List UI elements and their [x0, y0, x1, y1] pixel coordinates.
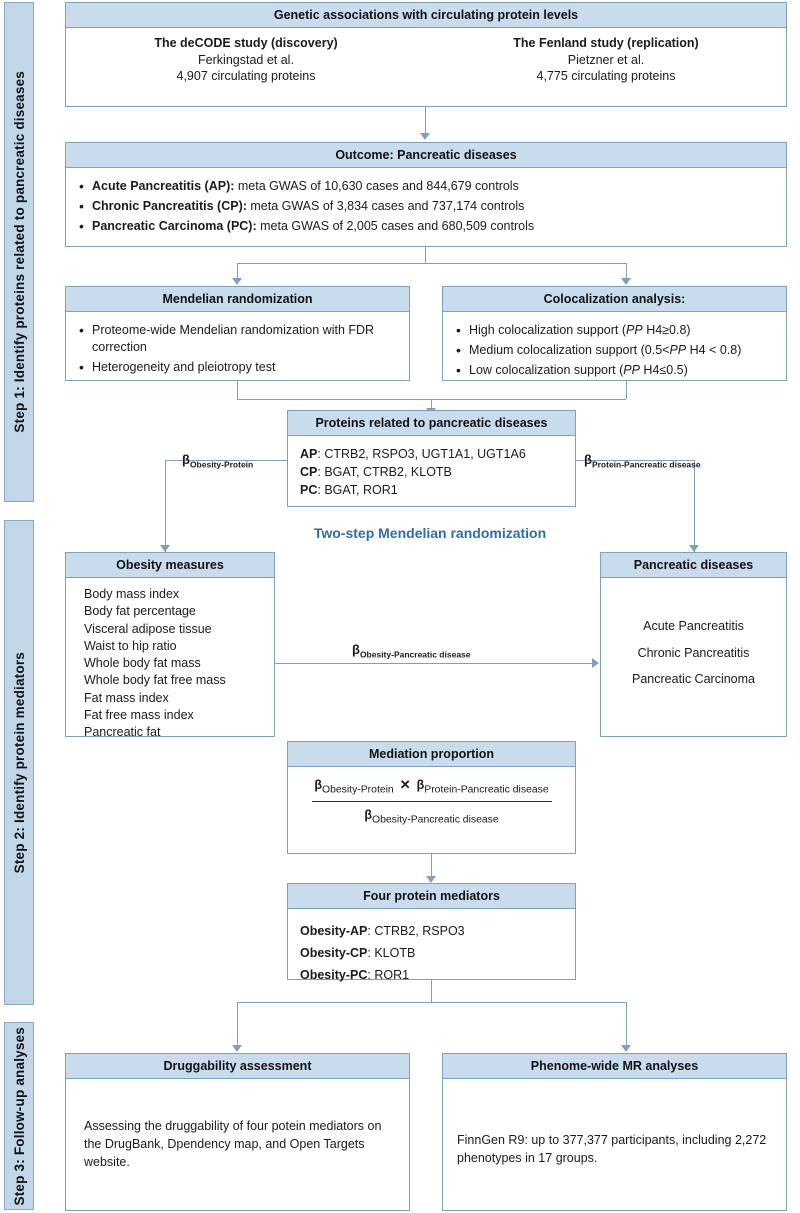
outcome-item-pc-text: meta GWAS of 2,005 cases and 680,509 controls — [256, 218, 535, 233]
obesity-item-0: Body mass index — [84, 587, 180, 601]
mediation-den-symbol: β — [364, 807, 372, 822]
druggability-box — [65, 1053, 410, 1211]
connector-obesity-disease — [275, 663, 593, 664]
connector-genetic-outcome — [425, 107, 426, 135]
obesity-item-8: Pancreatic fat — [84, 725, 161, 739]
connector-mediators-stem — [431, 980, 432, 1002]
arrowhead-disease — [689, 545, 699, 552]
beta-obesity-disease-label — [352, 642, 471, 659]
pancreatic-disease-item-1: Chronic Pancreatitis — [637, 645, 750, 660]
arrowhead-druggability — [232, 1045, 242, 1052]
obesity-item-5: Whole body fat free mass — [84, 673, 226, 688]
beta-obesity-disease-symbol: β — [352, 642, 360, 657]
beta-obesity-protein-sub: Obesity-Protein — [189, 459, 254, 470]
mediator-row-ap — [300, 922, 563, 940]
outcome-list — [76, 178, 776, 235]
mediator-row-cp-label: Obesity-CP — [300, 946, 368, 961]
mediation-denominator — [296, 802, 567, 828]
four-protein-mediators-box — [287, 883, 576, 983]
coloc-item-low-pp: PP — [623, 362, 640, 377]
outcome-item-ap-label: Acute Pancreatitis (AP): — [92, 179, 235, 193]
mediation-den-sub: Obesity-Pancreatic disease — [371, 814, 499, 825]
colocalization-title: Colocalization analysis: — [443, 287, 786, 312]
proteins-row-cp — [300, 463, 563, 481]
proteins-row-ap — [300, 445, 563, 463]
step-rail-3-label: Step 3: Follow-up analyses — [11, 1026, 27, 1206]
obesity-item-1: Body fat percentage — [84, 604, 196, 619]
mediator-row-pc-text: : ROR1 — [367, 968, 410, 983]
proteins-row-ap-text: : CTRB2, RSPO3, UGT1A1, UGT1A6 — [317, 447, 526, 461]
pancreatic-disease-item-0: Acute Pancreatitis — [643, 619, 744, 633]
coloc-item-medium-pp: PP — [669, 342, 687, 357]
outcome-item-pc — [76, 218, 776, 235]
pancreatic-diseases-box — [600, 552, 787, 737]
obesity-measures-body — [66, 578, 274, 741]
connector-followup-split — [237, 1002, 626, 1003]
step-rail-3 — [4, 1022, 34, 1210]
coloc-item-medium-post: H4 < 0.8) — [686, 342, 742, 357]
step-rail-1-label: Step 1: Identify proteins related to pancreatic diseases — [11, 71, 27, 433]
proteins-row-cp-label: CP — [300, 465, 318, 480]
connector-mr-down — [237, 381, 238, 399]
obesity-item-2: Visceral adipose tissue — [84, 621, 212, 636]
outcome-item-pc-label: Pancreatic Carcinoma (PC): — [92, 218, 257, 233]
mr-item-1: • Proteome-wide Mendelian randomization with FDR correction — [76, 322, 399, 356]
connector-outcome-stem — [425, 247, 426, 263]
coloc-item-high-post: H4≥0.8) — [642, 323, 691, 337]
mediation-operator: ✕ — [399, 777, 411, 792]
outcome-item-ap — [76, 178, 776, 195]
proteins-related-body — [288, 436, 575, 508]
mendelian-randomization-title: Mendelian randomization — [66, 287, 409, 312]
step-rail-2-label: Step 2: Identify protein mediators — [11, 651, 27, 874]
outcome-item-cp-label: Chronic Pancreatitis (CP): — [92, 198, 247, 213]
outcome-title: Outcome: Pancreatic diseases — [66, 143, 786, 168]
arrowhead-obesity — [160, 545, 170, 552]
mediation-num-left-symbol: β — [314, 778, 322, 792]
outcome-item-ap-text: meta GWAS of 10,630 cases and 844,679 controls — [234, 179, 519, 193]
connector-followup-right — [626, 1002, 627, 1049]
beta-obesity-protein-label — [182, 452, 253, 469]
mediator-row-ap-text: : CTRB2, RSPO3 — [367, 924, 465, 938]
fenland-study — [426, 28, 786, 93]
mr-item-2: • Heterogeneity and pleiotropy test — [76, 359, 399, 376]
outcome-item-cp — [76, 198, 776, 215]
druggability-text: Assessing the druggability of four potein mediators on the DrugBank, Dpendency map, and Open Targets website. — [84, 1119, 382, 1170]
coloc-item-low-post: H4≤0.5) — [639, 362, 688, 377]
mediation-num-right-sub: Protein-Pancreatic disease — [424, 784, 549, 796]
proteins-related-title: Proteins related to pancreatic diseases — [288, 411, 575, 436]
coloc-item-low-pre: Low colocalization support ( — [469, 362, 624, 377]
pancreatic-diseases-body — [601, 578, 786, 707]
phenome-wide-mr-title: Phenome-wide MR analyses — [443, 1054, 786, 1079]
proteins-row-ap-label: AP — [300, 447, 318, 461]
proteins-related-box — [287, 410, 576, 507]
coloc-item-high-pp: PP — [626, 323, 643, 337]
mediation-proportion-title: Mediation proportion — [288, 742, 575, 767]
obesity-item-7: Fat free mass index — [84, 707, 194, 722]
connector-followup-left — [237, 1002, 238, 1049]
decode-study — [66, 28, 426, 93]
colocalization-list — [453, 322, 776, 379]
arrowhead-mediators — [426, 876, 436, 883]
mediator-row-cp — [300, 944, 563, 962]
mediation-numerator — [312, 773, 552, 802]
proteins-row-pc-text: : BGAT, ROR1 — [317, 483, 398, 498]
pancreatic-disease-item-2: Pancreatic Carcinoma — [632, 672, 755, 686]
obesity-item-6: Fat mass index — [84, 690, 169, 705]
fenland-study-author: Pietzner et al. — [567, 53, 645, 67]
mediation-formula — [288, 767, 575, 835]
mediator-row-pc-label: Obesity-PC — [300, 968, 368, 983]
two-step-mr-label: Two-step Mendelian randomization — [313, 525, 547, 541]
proteins-row-cp-text: : BGAT, CTRB2, KLOTB — [317, 465, 452, 480]
colocalization-box — [442, 286, 787, 381]
coloc-item-medium-pre: Medium colocalization support (0.5< — [469, 342, 670, 357]
fenland-study-count: 4,775 circulating proteins — [536, 69, 676, 83]
outcome-box — [65, 142, 787, 247]
colocalization-body — [443, 312, 786, 389]
step-rail-1 — [4, 2, 34, 502]
arrowhead-outcome-coloc — [621, 278, 631, 285]
arrowhead-phenome — [621, 1045, 631, 1052]
mendelian-randomization-list — [76, 322, 399, 376]
phenome-wide-mr-box — [442, 1053, 787, 1211]
outcome-body — [66, 168, 786, 245]
phenome-wide-mr-text: FinnGen R9: up to 377,377 participants, including 2,272 phenotypes in 17 groups. — [457, 1133, 767, 1166]
decode-study-name: The deCODE study (discovery) — [154, 36, 338, 50]
obesity-item-4: Whole body fat mass — [84, 656, 201, 670]
obesity-item-3: Waist to hip ratio — [84, 638, 177, 653]
mediation-num-left-sub: Obesity-Protein — [322, 784, 394, 796]
obesity-measures-box — [65, 552, 275, 737]
mediator-row-ap-label: Obesity-AP — [300, 924, 368, 938]
arrowhead-outcome-mr — [232, 278, 242, 285]
proteins-row-pc-label: PC — [300, 483, 318, 498]
coloc-item-high-pre: High colocalization support ( — [469, 323, 627, 337]
connector-coloc-down — [626, 381, 627, 399]
outcome-item-cp-text: meta GWAS of 3,834 cases and 737,174 controls — [246, 198, 525, 213]
genetic-studies-row — [66, 28, 786, 93]
connector-protein-to-disease-v — [694, 460, 695, 553]
coloc-item-high — [453, 322, 776, 339]
coloc-item-medium — [453, 342, 776, 359]
connector-protein-to-obesity-v — [165, 460, 166, 553]
arrowhead-obesity-disease — [592, 658, 599, 668]
mediator-row-cp-text: : KLOTB — [367, 946, 416, 961]
mediation-proportion-box — [287, 741, 576, 854]
mediation-num-right-symbol: β — [416, 778, 425, 792]
pancreatic-diseases-title: Pancreatic diseases — [601, 553, 786, 578]
step-rail-2 — [4, 520, 34, 1005]
druggability-body — [66, 1079, 409, 1171]
four-protein-mediators-title: Four protein mediators — [288, 884, 575, 909]
decode-study-author: Ferkingstad et al. — [198, 53, 294, 67]
druggability-title: Druggability assessment — [66, 1054, 409, 1079]
coloc-item-low — [453, 362, 776, 379]
decode-study-count: 4,907 circulating proteins — [176, 69, 316, 83]
fenland-study-name: The Fenland study (replication) — [513, 36, 699, 50]
beta-protein-disease-sub: Protein-Pancreatic disease — [591, 459, 701, 470]
obesity-measures-title: Obesity measures — [66, 553, 274, 578]
mendelian-randomization-body — [66, 312, 409, 386]
mendelian-randomization-box — [65, 286, 410, 381]
beta-obesity-protein-symbol: β — [182, 452, 190, 467]
phenome-wide-mr-body — [443, 1079, 786, 1167]
proteins-row-pc — [300, 481, 563, 499]
beta-protein-disease-label — [584, 452, 701, 469]
connector-outcome-split — [237, 263, 626, 264]
beta-protein-disease-symbol: β — [584, 452, 592, 467]
beta-obesity-disease-sub: Obesity-Pancreatic disease — [359, 649, 471, 660]
genetic-associations-box — [65, 2, 787, 107]
arrowhead-genetic-outcome — [420, 133, 430, 140]
genetic-associations-title: Genetic associations with circulating protein levels — [66, 3, 786, 28]
